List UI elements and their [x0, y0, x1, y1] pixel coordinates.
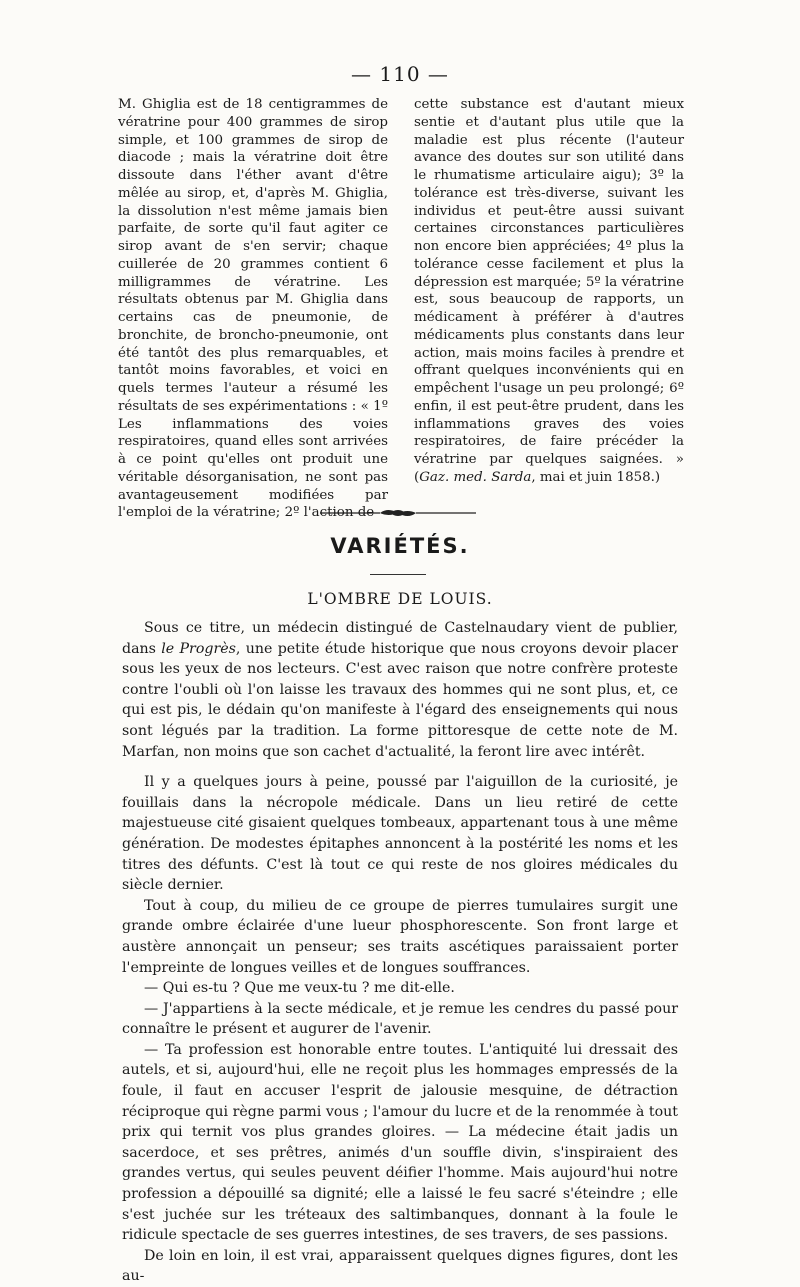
left-column-text: M. Ghiglia est de 18 centigrammes de vératrine pour 400 grammes de sirop simple, et 100 grammes de sirop de diacode ; mais la vératrine doit être dissoute dans l'éther avant d'être mêlée au sirop, et, d'après M. Ghiglia, la dissolution n'est même jamais bien parfaite, de sorte qu'il faut agiter ce sirop avant de s'en servir; chaque cuillerée de 20 grammes contient 6 milligrammes de vératrine. Les résultats obtenus par M. Ghiglia dans certains cas de pneumonie, de bronchite, de broncho-pneumonie, ont été tantôt des plus remarquables, et tantôt moins favorables, et voici en quels termes l'auteur a résumé les résultats de ses expérimentations : « 1º Les inflammations des voies respiratoires, quand elles sont arrivées à ce point qu'elles ont produit une véritable désorganisation, ne sont pas avantageusement modifiées par l'emploi de la vératrine; 2º l'action de	[118, 97, 388, 521]
article-paragraph: — J'appartiens à la secte médicale, et je remue les cendres du passé pour connaître le présent et augurer de l'avenir.	[122, 1000, 678, 1038]
article-paragraph: — Qui es-tu ? Que me veux-tu ? me dit-elle.	[144, 980, 455, 997]
title-rule	[370, 574, 426, 575]
citation-journal: Gaz. med. Sarda	[419, 469, 532, 485]
page-number: — 110 —	[351, 62, 449, 86]
right-column-body: cette substance est d'autant mieux sentie et d'autant plus utile que la maladie est plus récente (l'auteur avance des doutes sur son utilité dans le rhumatisme articulaire aigu); 3º la tolérance est très-diverse, suivant les individus et peut-être aussi suivant certaines circonstances particulières non encore bien appréciées; 4º plus la tolérance cesse facilement et plus la dépression est marquée; 5º la vératrine est, sous beaucoup de rapports, un médicament à préférer à d'autres médicaments plus constants dans leur action, mais moins faciles à prendre et offrant quelques inconvénients qui en empêchent l'usage un peu prolongé; 6º enfin, il est peut-être prudent, dans les inflammations graves des voies respiratoires, de faire précéder la vératrine par quelques saignées. » (	[414, 97, 684, 485]
two-column-text	[118, 96, 684, 522]
citation-date: , mai et juin 1858.)	[531, 469, 661, 485]
article-body	[122, 618, 678, 1287]
article-title: L'OMBRE DE LOUIS.	[307, 590, 493, 608]
article-paragraph: Tout à coup, du milieu de ce groupe de pierres tumulaires surgit une grande ombre éclairée d'une lueur phosphorescente. Son front large et austère annonçait un penseur; ses traits ascétiques paraissaient porter l'empreinte de longues veilles et de longues souffrances.	[122, 897, 678, 976]
article-intro	[122, 618, 678, 762]
intro-journal-name: le Progrès	[161, 640, 236, 657]
section-title: VARIÉTÉS.	[330, 534, 470, 558]
article-paragraph: De loin en loin, il est vrai, apparaissent quelques dignes figures, dont les au-	[122, 1247, 678, 1285]
ornament-divider-icon	[318, 505, 478, 521]
article-paragraph: Il y a quelques jours à peine, poussé par l'aiguillon de la curiosité, je fouillais dans la nécropole médicale. Dans un lieu retiré de cette majestueuse cité gisaient quelques tombeaux, appartenant tous à une même génération. De modestes épitaphes annoncent à la postérité les noms et les titres des défunts. C'est là tout ce qui reste de nos gloires médicales du siècle dernier.	[122, 774, 678, 894]
left-column	[118, 96, 388, 522]
right-column-text	[414, 96, 684, 487]
intro-text-end: , une petite étude historique que nous croyons devoir placer sous les yeux de nos lecteurs. C'est avec raison que notre confrère proteste contre l'oubli où l'on laisse les travaux des hommes qui ne sont plus, et, ce qui est pis, le dédain qu'on manifeste à l'égard des enseignements qui nous sont légués par la tradition. La forme pittoresque de cette note de M. Marfan, non moins que son cachet d'actualité, la feront lire avec intérêt.	[122, 640, 678, 760]
article-paragraph: — Ta profession est honorable entre toutes. L'antiquité lui dressait des autels, et si, aujourd'hui, elle ne reçoit plus les hommages empressés de la foule, il faut en accuser l'esprit de jalousie mesquine, de détraction réciproque qui règne parmi vous ; l'amour du lucre et de la renommée à tout prix qui ternit vos plus grandes gloires. — La médecine était jadis un sacerdoce, et ses prêtres, animés d'un souffle divin, s'inspiraient des grandes vertus, qui seules peuvent déifier l'homme. Mais aujourd'hui notre profession a dépouillé sa dignité; elle a laissé le feu sacré s'éteindre ; elle s'est juchée sur les tréteaux des saltimbanques, donnant à la foule le ridicule spectacle de ses guerres intestines, de ses travers, de ses passions.	[122, 1041, 678, 1244]
intro-text-start: Sous ce titre, un médecin distingué de Castelnaudary vient de publier, dans	[122, 620, 678, 657]
right-column	[414, 96, 684, 522]
